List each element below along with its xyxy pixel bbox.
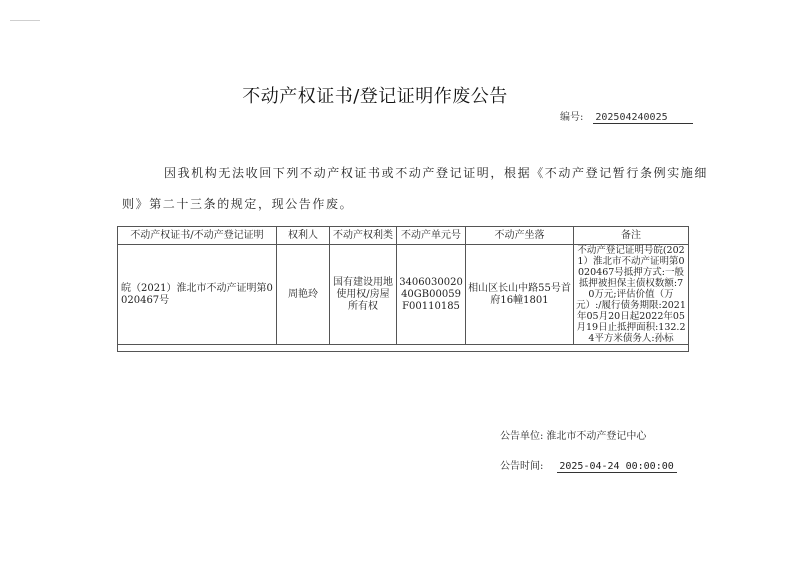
header-certificate: 不动产权证书/不动产登记证明	[118, 227, 277, 245]
announcing-unit-label: 公告单位:	[500, 431, 544, 442]
empty-cell	[118, 345, 689, 352]
header-location: 不动产坐落	[466, 227, 574, 245]
announcement-time-label: 公告时间:	[500, 461, 544, 472]
table-empty-row	[118, 345, 689, 352]
announcement-time	[500, 457, 677, 473]
announcement-intro: 因我机构无法收回下列不动产权证书或不动产登记证明，根据《不动产登记暂行条例实施细则》第二十三条的规定，现公告作废。	[122, 166, 709, 211]
document-number	[560, 108, 693, 124]
cell-owner: 周艳玲	[277, 245, 330, 345]
cell-location: 相山区长山中路55号首府16幢1801	[466, 245, 574, 345]
cell-unit-number: 340603002040GB00059F00110185	[397, 245, 466, 345]
header-right-type: 不动产权利类	[330, 227, 397, 245]
header-unit-number: 不动产单元号	[397, 227, 466, 245]
void-records-table	[117, 226, 689, 352]
scan-edge-mark	[10, 20, 40, 21]
cell-certificate: 皖（2021）淮北市不动产证明第0020467号	[118, 245, 277, 345]
header-remark: 备注	[574, 227, 689, 245]
announcing-unit-value: 淮北市不动产登记中心	[546, 431, 647, 442]
cell-right-type: 国有建设用地使用权/房屋所有权	[330, 245, 397, 345]
document-number-label: 编号:	[560, 112, 584, 123]
header-owner: 权利人	[277, 227, 330, 245]
table-row	[118, 245, 689, 345]
cell-remark: 不动产登记证明号皖(2021）淮北市不动产证明第0020467号抵押方式:一般抵押被担保主债权数额:70万元;评估价值（万元）:/履行债务期限:2021年05月20日起2022年05月19日止抵押面积:132.24平方米债务人:孙标	[574, 245, 689, 345]
document-number-value: 202504240025	[593, 112, 693, 124]
announcement-time-value: 2025-04-24 00:00:00	[557, 461, 677, 473]
announcing-unit	[500, 427, 646, 442]
table-header-row	[118, 227, 689, 245]
page-title: 不动产权证书/登记证明作废公告	[242, 86, 508, 107]
